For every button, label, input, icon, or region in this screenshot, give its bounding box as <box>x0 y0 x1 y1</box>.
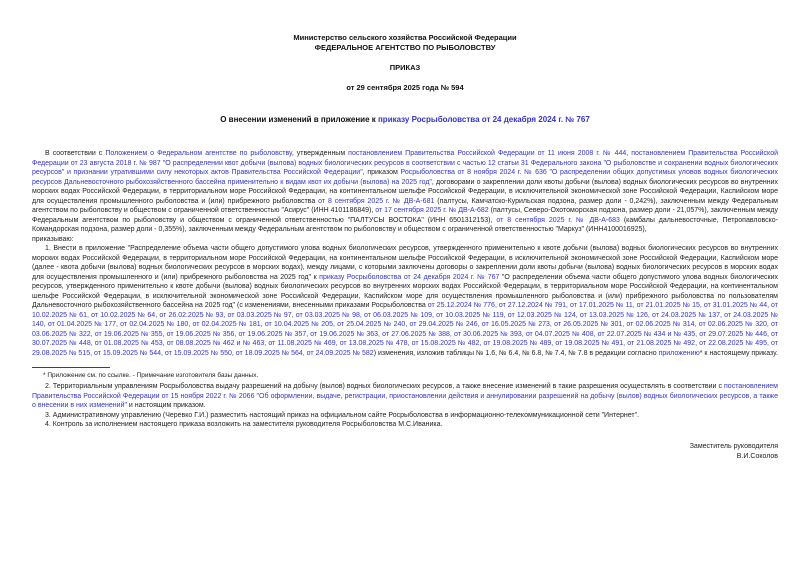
title-order-link[interactable]: приказу Росрыболовства от 24 декабря 2024 г. № 767 <box>377 115 590 124</box>
item-4 <box>32 420 778 430</box>
item-1 <box>32 244 778 358</box>
document-link[interactable]: Положением о Федеральном агентстве по рыболовству <box>105 150 292 157</box>
text-run: 2. Территориальным управлениям Росрыболовства выдачу разрешений на добычу (вылов) водных биологических ресурсов, а также внесение изменений в такие разрешения осуществлять в соответствии с <box>45 383 725 390</box>
document-link[interactable]: от 8 сентября 2025 г. № ДВ-А-683 <box>496 216 620 224</box>
text-run: приказываю: <box>32 235 74 243</box>
footnote-text: * Приложение см. по ссылке. - Примечание изготовителя базы данных. <box>43 372 259 379</box>
text-run: 4. Контроль за исполнением настоящего приказа возложить на заместителя руководителя Росрыболовства М.С.Иваника. <box>45 421 443 428</box>
text-run: "О распределении объема части общего допустимого улова водных биологических ресурсов, утвержденного применительно к квоте добычи (вылова) водных биологических ресурсов во внутренних морских водах Российской Федерации, в территориальном море Российской Федерации, на континентальном шельфе Российской Федерации, в исключительной экономической зоне Российской Федерации, Каспийском море для осуществления промышленного рыболовства и (или) прибрежного рыболовства по пользователям Дальневосточного рыбохозяйственного бассейна на 2025 год" (с изменениями, внесенными приказами Росрыболовства <box>32 273 778 309</box>
signer-name: В.И.Соколов <box>736 452 778 460</box>
agency-name: ФЕДЕРАЛЬНОЕ АГЕНТСТВО ПО РЫБОЛОВСТВУ <box>314 43 496 52</box>
text-run: ) изменения, изложив таблицы № 1.6, № 6.4, № 6.8, № 7.4, № 7.8 в редакции согласно <box>373 349 659 357</box>
footnote-block <box>32 367 778 380</box>
text-run: (палтусы, Северо-Охотоморская подзона, размер доли - 21,057%), заключенным между Федеральным агентством по рыболовству и обществом с ограниченной ответственностью "ПАЛТУСЫ ВОСТОКА" (ИНН 6501312153), <box>32 207 778 224</box>
document-date-number: от 29 сентября 2025 года № 594 <box>346 83 464 92</box>
document-link[interactable]: постановлением Правительства Российской Федерации от 15 ноября 2022 г. № 2066 "Об оформлении, выдаче, регистрации, приостановлении действия и аннулировании разрешений на добычу (вылов) водных биологических ресурсов, а также о внесении в них изменений" <box>32 383 778 409</box>
document-link[interactable]: постановлением Правительства Российской Федерации от 23 августа 2018 г. № 987 "О распределении квот добычи (вылова) водных биологических ресурсов в соответствии с частью 12 статьи 31 Федерального закона "О рыболовстве и сохранении водных биологических ресурсов" и признании утратившими силу некоторых актов Правительства Российской Федерации" <box>32 150 778 176</box>
ministry-name: Министерство сельского хозяйства Российской Федерации <box>293 33 517 42</box>
text-run: , приказом <box>362 169 401 176</box>
document-title-text: О внесении изменений в приложение к <box>220 115 378 124</box>
signature-block <box>32 442 778 462</box>
item-2 <box>32 382 778 411</box>
text-run: и настоящим приказом. <box>126 402 206 409</box>
text-run: 3. Административному управлению (Черевко Г.И.) разместить настоящий приказ на официальном сайте Росрыболовства в информационно-телекоммуникационной сети "Интернет". <box>45 411 640 419</box>
text-run: * к настоящему приказу. <box>699 349 778 357</box>
document-link[interactable]: приказу Росрыболовства от 24 декабря 2024 г. № 767 <box>319 273 500 281</box>
signer-position: Заместитель руководителя <box>689 442 778 450</box>
text-run: , <box>626 150 632 157</box>
document-link[interactable]: от 25.12.2024 № 776, от 27.12.2024 № 791, от 17.01.2025 № 11, от 21.01.2025 № 15, от 31.01.2025 № 44, от 10.02.2025 № 61, от 10.02.2025 № 64, от 26.02.2025 № 93, от 03.03.2025 № 97, от 03.03.2025 № 98, от 06.03.2025 № 109, от 10.03.2025 № 119, от 12.03.2025 № 124, от 13.03.2025 № 126, от 24.03.2025 № 137, от 24.03.2025 № 140, от 01.04.2025 № 177, от 02.04.2025 № 180, от 02.04.2025 № 181, от 10.04.2025 № 205, от 25.04.2025 № 240, от 29.04.2025 № 246, от 16.05.2025 № 273, от 26.05.2025 № 301, от 02.06.2025 № 314, от 02.06.2025 № 320, от 03.06.2025 № 322, от 19.06.2025 № 355, от 19.06.2025 № 356, от 19.06.2025 № 357, от 19.06.2025 № 363, от 27.06.2025 № 388, от 30.06.2025 № 393, от 04.07.2025 № 408, от 22.07.2025 № 434 и № 435, от 29.07.2025 № 446, от 30.07.2025 № 448, от 01.08.2025 № 453, от 08.08.2025 № 462 и № 463, от 11.08.2025 № 469, от 13.08.2025 № 478, от 15.08.2025 № 482, от 19.08.2025 № 489, от 19.08.2025 № 491, от 21.08.2025 № 492, от 22.08.2025 № 495, от 29.08.2025 № 515, от 15.09.2025 № 544, от 15.09.2025 № 550, от 18.09.2025 № 564, от 24.09.2025 № 582 <box>32 302 778 357</box>
document-body <box>32 149 778 358</box>
footnote-divider <box>32 367 110 368</box>
document-link[interactable]: постановлением Правительства Российской Федерации от 11 июня 2008 г. № 444 <box>348 150 627 157</box>
text-run: (палтусы, Камчатско-Курильская подзона, размер доли - 0,242%), заключенным между Федеральным агентством по рыболовству и обществом с ограниченной ответственностью "Асирус" (ИНН 4101186849), <box>32 197 778 214</box>
text-run: (камбалы дальневосточные, Петропавловско-Командорская подзона, размер доли - 0,355%), заключенным между Федеральным агентством по рыболовству и обществом с ограниченной ответственностью "Маркуз" (ИНН4100016925), <box>32 216 778 233</box>
document-kind: ПРИКАЗ <box>389 63 421 72</box>
document-body-items <box>32 382 778 430</box>
document-link[interactable]: Росрыболовства от 8 ноября 2024 г. № 636 "О распределении общих допустимых уловов водных биологических ресурсов Дальневосточного рыбохозяйственного бассейна применительно к видам квот их добычи (вылова) на 2025 год" <box>32 169 778 186</box>
intro-paragraph <box>32 149 778 235</box>
ordering-word <box>32 235 778 245</box>
item-3 <box>32 411 778 421</box>
text-run: , утвержденным <box>291 150 349 157</box>
document-link[interactable]: приложению <box>658 349 700 357</box>
document-title <box>32 115 778 125</box>
text-run: , договорами о закреплении доли квоты добычи (вылова) водных биологических ресурсов во внутренних морских водах Российской Федерации, в территориальном море Российской Федерации, на континентальном шельфе Российской Федерации, в исключительной экономической зоне Российской Федерации, Каспийском море для осуществления промышленного рыболовства и (или) прибрежного рыболовства <box>32 178 778 205</box>
document-link[interactable]: от 8 сентября 2025 г. № ДВ-А-681 <box>318 197 435 205</box>
document-link[interactable]: от 17 сентября 2025 г. № ДВ-А-682 <box>375 207 489 214</box>
text-run: В соответствии с <box>45 150 106 157</box>
text-run: 1. Внести в приложение "Распределение объема части общего допустимого улова водных биологических ресурсов, утвержденного применительно к квоте добычи (вылова) водных биологических ресурсов во внутренних морских водах Российской Федерации, в территориальном море Российской Федерации, на континентальном шельфе Российской Федерации, в исключительной экономической зоне Российской Федерации, Каспийском море (далее - квота добычи (вылова) водных биологических ресурсов в морских водах), между лицами, с которыми заключены договоры о закреплении доли квоты добычи (вылова) водных биологических ресурсов в морских водах для осуществления промышленного и (или) прибрежного рыболовства на 2025 год" к <box>32 245 778 281</box>
